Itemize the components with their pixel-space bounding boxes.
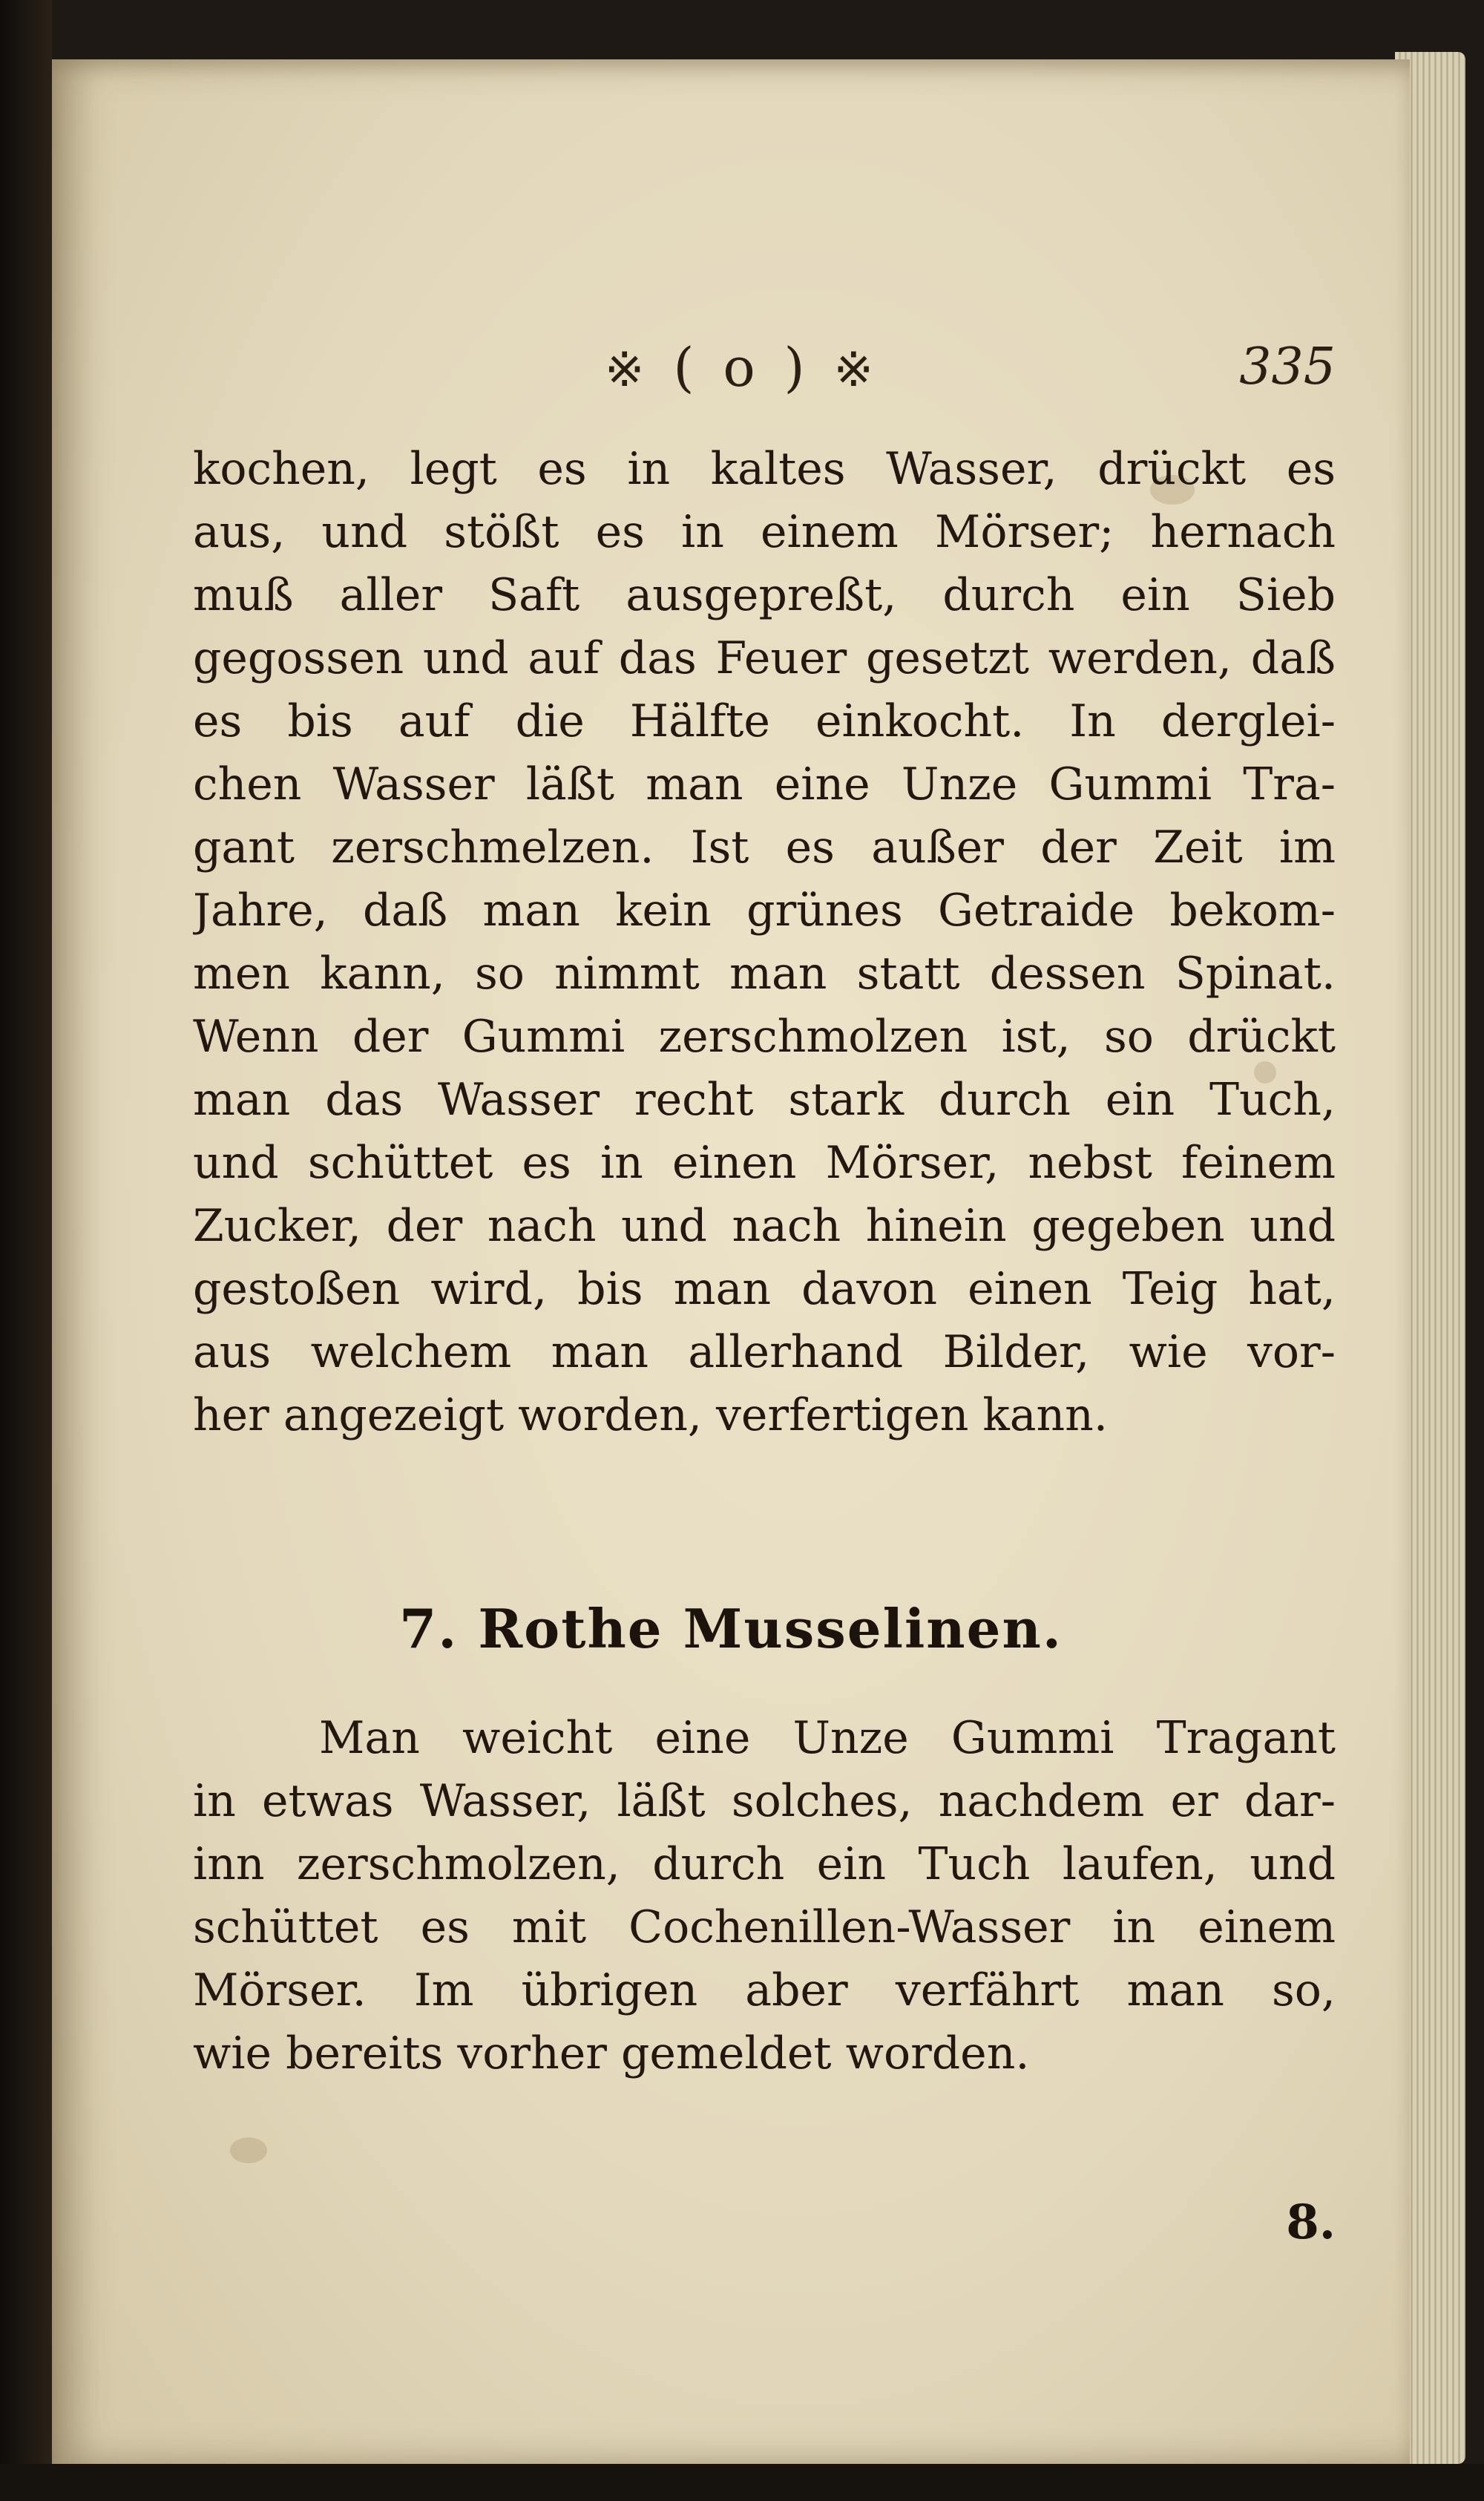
- text-line: inn zerschmolzen, durch ein Tuch laufen, und: [193, 1838, 1336, 1890]
- text-line: gant zerschmelzen. Ist es außer der Zeit im: [193, 822, 1336, 873]
- catchword: 8.: [1286, 2194, 1336, 2250]
- text-line: Zucker, der nach und nach hinein gegeben und: [193, 1200, 1336, 1252]
- page-number: 335: [1239, 338, 1336, 396]
- text-line: man das Wasser recht stark durch ein Tuch,: [193, 1074, 1336, 1126]
- head-ornament: [519, 327, 965, 411]
- text-line: muß aller Saft ausgepreßt, durch ein Sieb: [193, 569, 1336, 621]
- text-line: es bis auf die Hälfte einkocht. In derglei-: [193, 695, 1336, 747]
- text-line: kochen, legt es in kaltes Wasser, drückt es: [193, 443, 1336, 495]
- fleuron-right-icon: ※: [833, 343, 880, 398]
- text-line: gestoßen wird, bis man davon einen Teig hat,: [193, 1263, 1336, 1315]
- text-line: in etwas Wasser, läßt solches, nachdem er dar-: [193, 1775, 1336, 1827]
- running-head: [52, 327, 1410, 408]
- text-line: Man weicht eine Unze Gummi Tragant: [319, 1712, 1336, 1764]
- text-line: aus welchem man allerhand Bilder, wie vor-: [193, 1326, 1336, 1378]
- paragraph-continued: [193, 438, 1336, 1447]
- section-heading: 7. Rothe Musselinen.: [399, 1597, 1063, 1660]
- paragraph-recipe: [193, 1707, 1336, 2085]
- text-line: her angezeigt worden, verfertigen kann.: [193, 1389, 1108, 1441]
- text-line: Wenn der Gummi zerschmolzen ist, so drückt: [193, 1011, 1336, 1063]
- text-line: gegossen und auf das Feuer gesetzt werden, daß: [193, 632, 1336, 684]
- text-line: men kann, so nimmt man statt dessen Spinat.: [193, 948, 1336, 1000]
- book-board-bottom: [0, 2464, 1484, 2501]
- book-page: [52, 59, 1410, 2464]
- text-line: Mörser. Im übrigen aber verfährt man so,: [193, 1964, 1336, 2016]
- head-ornament-center: ( o ): [673, 336, 811, 399]
- book-gutter-shadow: [0, 0, 52, 2501]
- text-line: schüttet es mit Cochenillen-Wasser in einem: [193, 1901, 1336, 1953]
- text-line: aus, und stößt es in einem Mörser; hernach: [193, 506, 1336, 558]
- text-line: und schüttet es in einen Mörser, nebst feinem: [193, 1137, 1336, 1189]
- paper-stain: [230, 2137, 267, 2163]
- text-line: chen Wasser läßt man eine Unze Gummi Tra-: [193, 758, 1336, 810]
- text-line: Jahre, daß man kein grünes Getraide bekom-: [193, 885, 1336, 937]
- text-line: wie bereits vorher gemeldet worden.: [193, 2028, 1030, 2079]
- fleuron-left-icon: ※: [604, 343, 651, 398]
